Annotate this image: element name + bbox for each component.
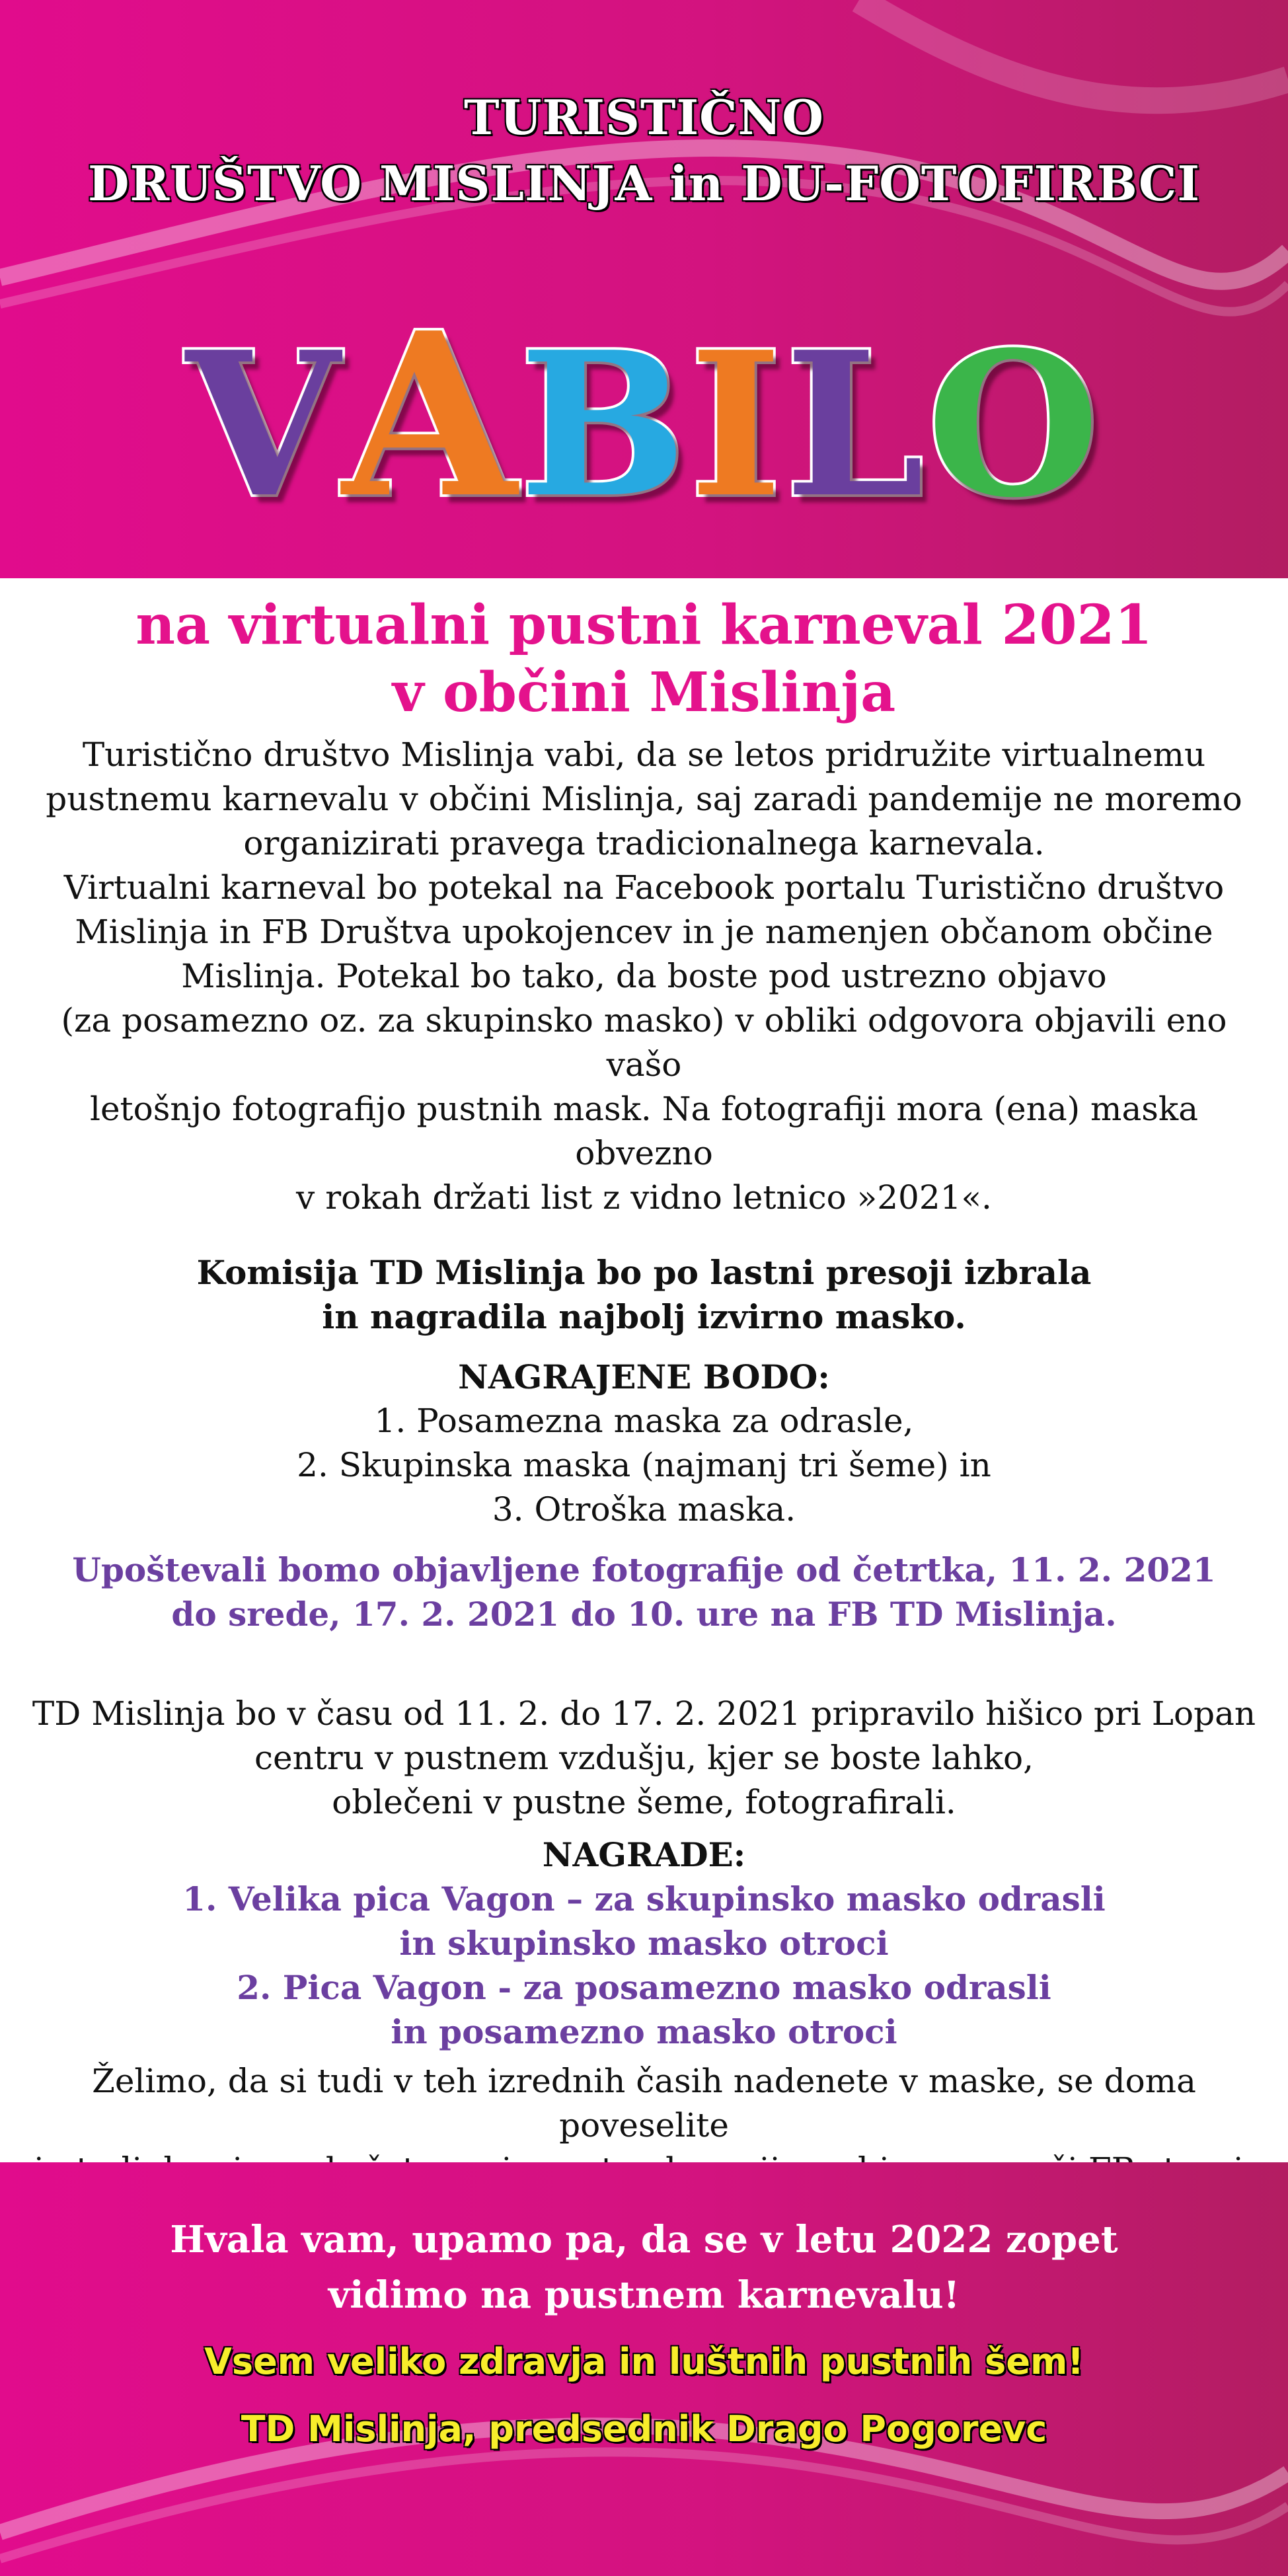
booth-line: TD Mislinja bo v času od 11. 2. do 17. 2. 2021 pripravilo hišico pri Lopan xyxy=(32,1694,1256,1733)
organizer-line-2: DRUŠTVO MISLINJA in DU-FOTOFIRBCI xyxy=(87,155,1201,211)
organizer-title xyxy=(0,85,1288,217)
awarded-item: 3. Otroška maska. xyxy=(492,1490,796,1529)
awarded-item: 1. Posamezna maska za odrasle, xyxy=(374,1402,914,1440)
intro-line: letošnjo fotografijo pustnih mask. Na fotografiji mora (ena) maska obvezno xyxy=(89,1090,1199,1172)
booth-line: oblečeni v pustne šeme, fotografirali. xyxy=(332,1783,956,1821)
thanks-message xyxy=(0,2212,1288,2323)
commission-line: in nagradila najbolj izvirno masko. xyxy=(322,1297,966,1336)
title-letter: I xyxy=(689,308,785,541)
title-letter: A xyxy=(342,284,519,548)
intro-line: organizirati pravega tradicionalnega karnevala. xyxy=(243,824,1045,862)
thanks-line-2: vidimo na pustnem karnevalu! xyxy=(328,2273,960,2317)
dates-line: Upoštevali bomo objavljene fotografije od četrtka, 11. 2. 2021 xyxy=(72,1550,1216,1589)
prizes-heading: NAGRADE: xyxy=(542,1835,746,1874)
event-subtitle xyxy=(26,591,1262,726)
title-letter: B xyxy=(519,308,690,541)
prize-line: in posamezno masko otroci xyxy=(391,2012,897,2051)
prizes-section xyxy=(26,1833,1262,2054)
thanks-line-1: Hvala vam, upamo pa, da se v letu 2022 zopet xyxy=(170,2218,1118,2261)
intro-line: v rokah držati list z vidno letnico »2021«. xyxy=(296,1178,992,1217)
invitation-body xyxy=(26,591,1262,2192)
closing-line: Želimo, da si tudi v teh izrednih časih nadenete v maske, se doma poveselite xyxy=(92,2062,1196,2144)
greeting-text: Vsem veliko zdravja in luštnih pustnih šem! xyxy=(204,2341,1084,2382)
prize-line: in skupinsko masko otroci xyxy=(399,1924,889,1963)
organizer-line-1: TURISTIČNO xyxy=(464,89,824,145)
prize-line: 2. Pica Vagon - za posamezno masko odrasli xyxy=(237,1968,1051,2007)
header-banner xyxy=(0,0,1288,578)
footer-banner xyxy=(0,2162,1288,2576)
intro-line: Mislinja. Potekal bo tako, da boste pod ustrezno objavo xyxy=(181,957,1107,995)
intro-line: Turistično društvo Mislinja vabi, da se letos pridružite virtualnemu xyxy=(82,736,1206,774)
subtitle-line-2: v občini Mislinja xyxy=(392,661,896,724)
vabilo-title xyxy=(0,284,1288,548)
intro-paragraph xyxy=(26,733,1262,1220)
dates-note xyxy=(26,1548,1262,1636)
awarded-heading: NAGRAJENE BODO: xyxy=(458,1357,830,1396)
title-letter: L xyxy=(784,308,927,541)
intro-line: Mislinja in FB Društva upokojencev in je namenjen občanom občine xyxy=(75,913,1213,951)
prize-line: 1. Velika pica Vagon – za skupinsko masko odrasli xyxy=(182,1879,1106,1918)
commission-note xyxy=(26,1250,1262,1339)
signature-text: TD Mislinja, predsednik Drago Pogorevc xyxy=(241,2408,1047,2450)
greeting-block xyxy=(0,2337,1288,2454)
intro-line: (za posamezno oz. za skupinsko masko) v obliki odgovora objavili eno vašo xyxy=(61,1001,1227,1084)
intro-line: pustnemu karnevalu v občini Mislinja, saj zaradi pandemije ne moremo xyxy=(46,780,1242,818)
booth-paragraph xyxy=(26,1692,1262,1825)
title-letter: O xyxy=(927,308,1102,541)
commission-line: Komisija TD Mislinja bo po lastni presoji izbrala xyxy=(196,1253,1092,1292)
awarded-section xyxy=(26,1355,1262,1532)
booth-line: centru v pustnem vzdušju, kjer se boste lahko, xyxy=(254,1739,1034,1777)
subtitle-line-1: na virtualni pustni karneval 2021 xyxy=(135,593,1153,657)
intro-line: Virtualni karneval bo potekal na Facebook portalu Turistično društvo xyxy=(63,868,1225,907)
title-letter: V xyxy=(186,308,342,541)
awarded-item: 2. Skupinska maska (najmanj tri šeme) in xyxy=(297,1446,991,1484)
dates-line: do srede, 17. 2. 2021 do 10. ure na FB TD Mislinja. xyxy=(171,1595,1117,1634)
